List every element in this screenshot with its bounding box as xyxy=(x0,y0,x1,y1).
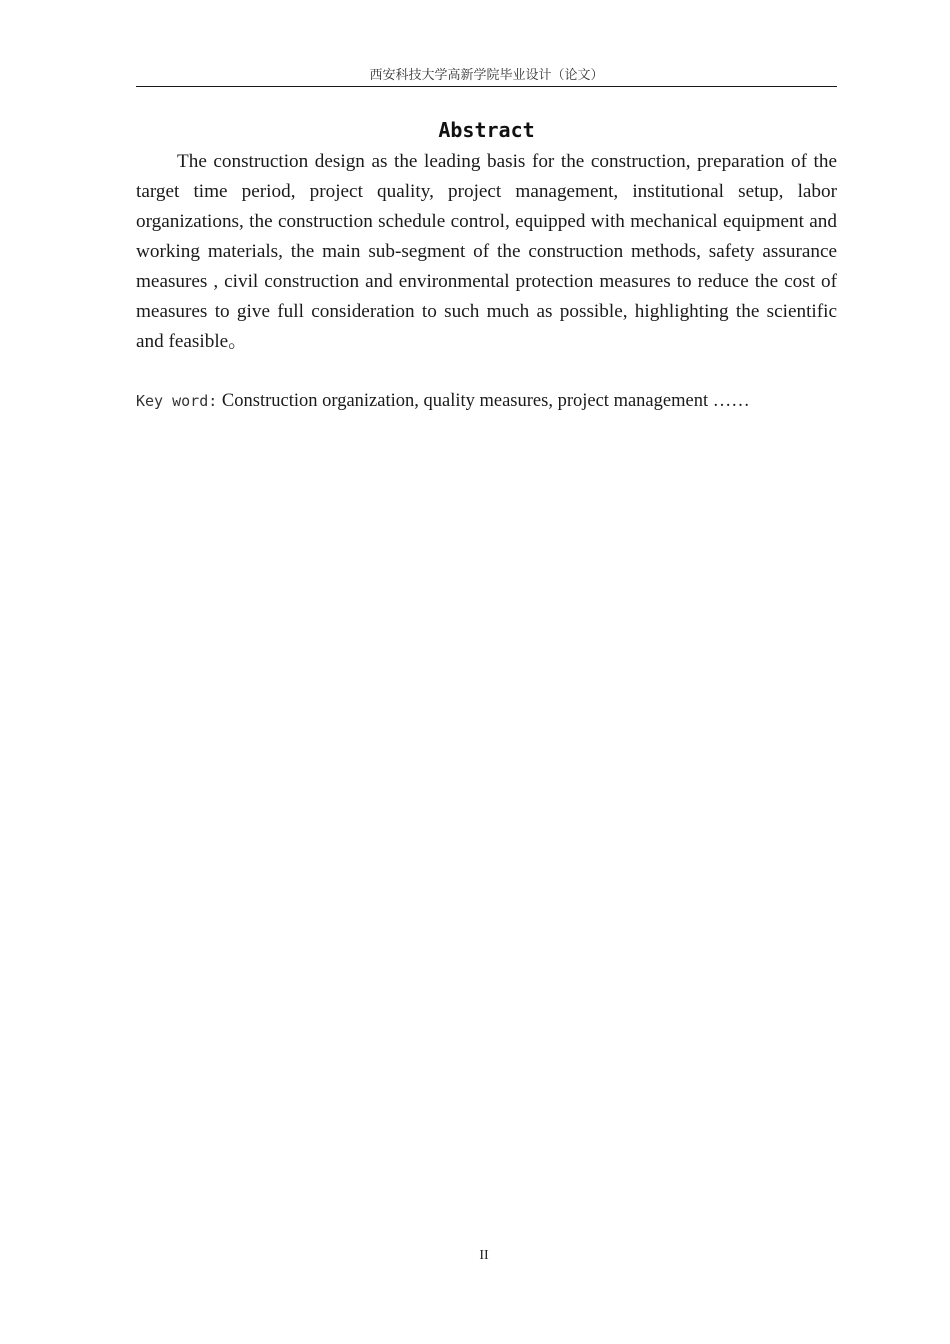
keywords-label: Key word: xyxy=(136,392,218,410)
abstract-body: The construction design as the leading basis for the construction, preparation of the target time period, project quality, project management, institutional setup, labor organizations, the construction schedule control, equipped with mechanical equipment and working materials, the main sub-segment of the construction methods, safety assurance measures , civil construction and environmental protection measures to reduce the cost of measures to give full consideration to such much as possible, highlighting the scientific and feasible。 xyxy=(136,151,837,352)
page-header xyxy=(136,66,837,87)
abstract-title: Abstract xyxy=(438,118,535,142)
keywords xyxy=(136,387,837,415)
header-title: 西安科技大学高新学院毕业设计（论文） xyxy=(369,68,604,83)
page-number: II xyxy=(479,1248,489,1263)
keywords-value: Construction organization, quality measures, project management …… xyxy=(217,391,750,411)
